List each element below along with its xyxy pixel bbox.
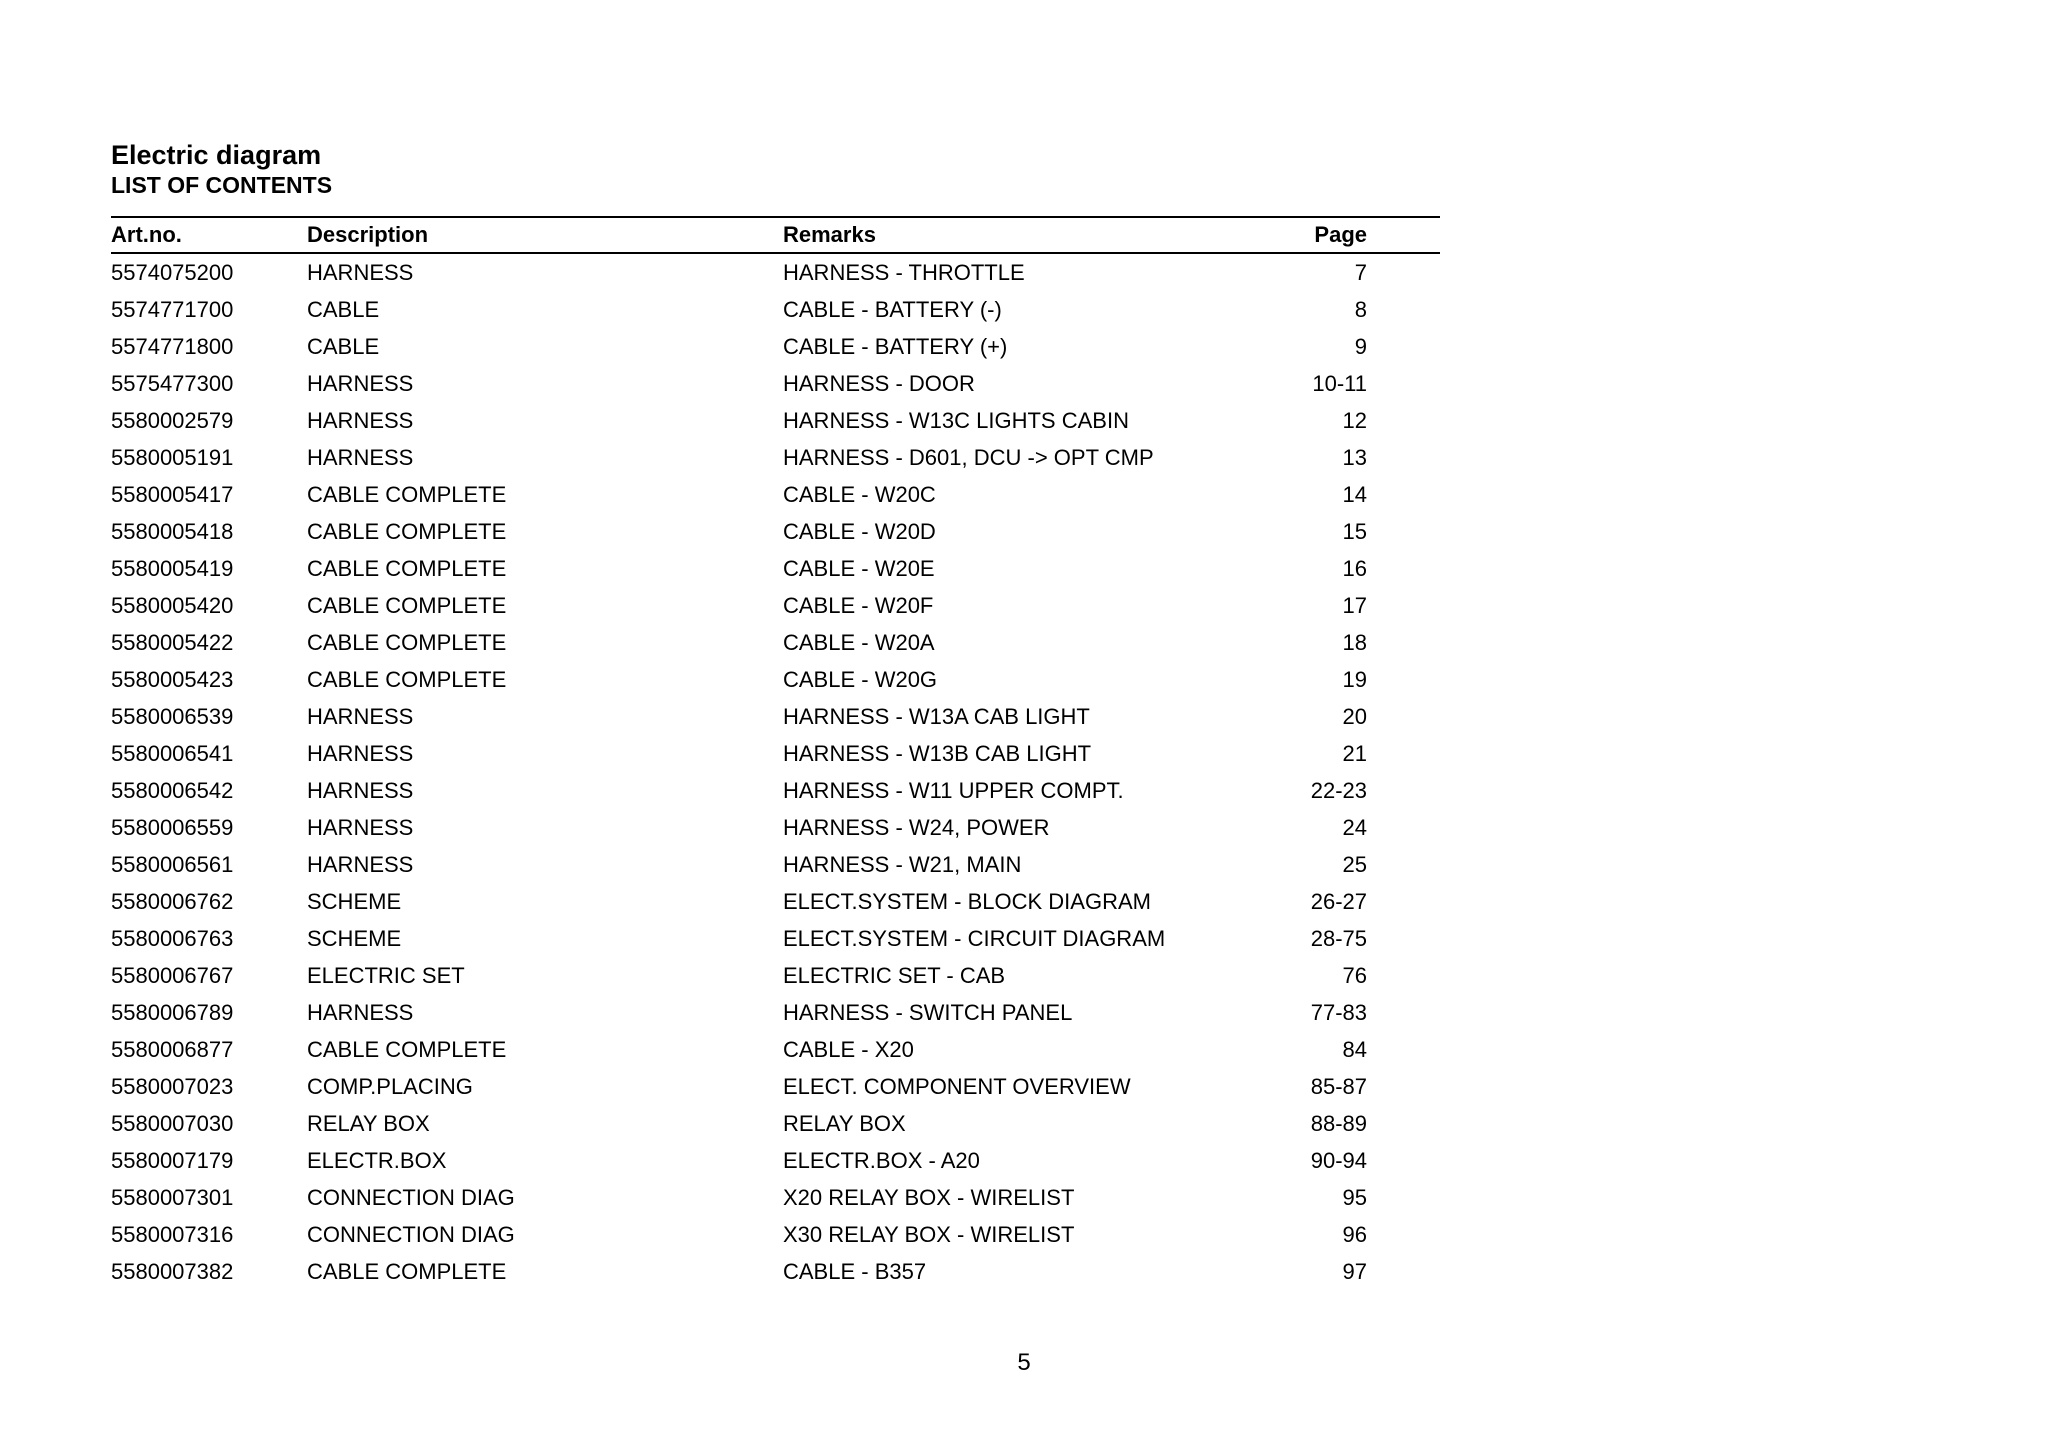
cell-page: 22-23: [1310, 778, 1367, 803]
cell-art-no: 5580005191: [111, 445, 234, 470]
cell-remarks: CABLE - W20C: [783, 482, 936, 507]
cell-page: 7: [1354, 260, 1367, 285]
page-subtitle: LIST OF CONTENTS: [111, 172, 333, 198]
cell-art-no: 5574771800: [111, 334, 234, 359]
cell-art-no: 5580007030: [111, 1111, 234, 1136]
table-body: [111, 254, 1440, 1290]
cell-remarks: ELECT. COMPONENT OVERVIEW: [783, 1074, 1131, 1099]
table-row: [111, 513, 1440, 550]
cell-remarks: CABLE - W20D: [783, 519, 936, 544]
header-page: Page: [1314, 222, 1367, 247]
cell-remarks: HARNESS - W13B CAB LIGHT: [783, 741, 1092, 766]
cell-page: 26-27: [1310, 889, 1367, 914]
cell-remarks: CABLE - B357: [783, 1259, 927, 1284]
table-header-row: [111, 218, 1440, 252]
cell-art-no: 5580006541: [111, 741, 234, 766]
cell-remarks: HARNESS - W13C LIGHTS CABIN: [783, 408, 1129, 433]
cell-remarks: HARNESS - SWITCH PANEL: [783, 1000, 1073, 1025]
cell-page: 16: [1342, 556, 1367, 581]
cell-description: HARNESS: [307, 704, 414, 729]
cell-art-no: 5580006763: [111, 926, 234, 951]
cell-page: 96: [1342, 1222, 1367, 1247]
table-row: [111, 1142, 1440, 1179]
table-row: [111, 772, 1440, 809]
cell-page: 97: [1342, 1259, 1367, 1284]
header-description: Description: [307, 222, 429, 247]
table-row: [111, 661, 1440, 698]
cell-description: HARNESS: [307, 741, 414, 766]
table-row: [111, 920, 1440, 957]
cell-page: 14: [1342, 482, 1367, 507]
cell-description: CABLE COMPLETE: [307, 482, 507, 507]
cell-art-no: 5580006539: [111, 704, 234, 729]
cell-page: 25: [1342, 852, 1367, 877]
cell-art-no: 5580002579: [111, 408, 234, 433]
contents-table: [111, 216, 1440, 1290]
cell-description: SCHEME: [307, 926, 402, 951]
cell-remarks: HARNESS - W24, POWER: [783, 815, 1050, 840]
cell-description: CABLE COMPLETE: [307, 1259, 507, 1284]
cell-description: ELECTRIC SET: [307, 963, 465, 988]
cell-page: 9: [1354, 334, 1367, 359]
cell-remarks: RELAY BOX: [783, 1111, 906, 1136]
cell-description: CABLE: [307, 334, 380, 359]
cell-art-no: 5574771700: [111, 297, 234, 322]
cell-page: 77-83: [1310, 1000, 1367, 1025]
cell-remarks: HARNESS - W13A CAB LIGHT: [783, 704, 1090, 729]
cell-remarks: ELECTR.BOX - A20: [783, 1148, 980, 1173]
table-row: [111, 328, 1440, 365]
cell-remarks: ELECT.SYSTEM - CIRCUIT DIAGRAM: [783, 926, 1166, 951]
cell-page: 19: [1342, 667, 1367, 692]
header-art-no: Art.no.: [111, 222, 182, 247]
table-row: [111, 735, 1440, 772]
cell-remarks: CABLE - X20: [783, 1037, 914, 1062]
cell-remarks: HARNESS - W11 UPPER COMPT.: [783, 778, 1124, 803]
table-row: [111, 883, 1440, 920]
table-row: [111, 994, 1440, 1031]
cell-remarks: HARNESS - D601, DCU -> OPT CMP: [783, 445, 1154, 470]
cell-description: CABLE COMPLETE: [307, 593, 507, 618]
cell-description: HARNESS: [307, 815, 414, 840]
cell-page: 76: [1342, 963, 1367, 988]
table-row: [111, 291, 1440, 328]
cell-description: CONNECTION DIAG: [307, 1222, 515, 1247]
cell-page: 17: [1342, 593, 1367, 618]
cell-page: 28-75: [1310, 926, 1367, 951]
cell-description: ELECTR.BOX: [307, 1148, 447, 1173]
cell-art-no: 5575477300: [111, 371, 234, 396]
cell-art-no: 5580007382: [111, 1259, 234, 1284]
cell-remarks: HARNESS - DOOR: [783, 371, 975, 396]
cell-art-no: 5580006789: [111, 1000, 234, 1025]
table-row: [111, 809, 1440, 846]
cell-description: HARNESS: [307, 371, 414, 396]
table-row: [111, 402, 1440, 439]
table-row: [111, 254, 1440, 291]
table-row: [111, 439, 1440, 476]
cell-art-no: 5580005423: [111, 667, 234, 692]
cell-description: HARNESS: [307, 778, 414, 803]
page-number: 5: [1017, 1349, 1031, 1376]
table-row: [111, 846, 1440, 883]
cell-page: 10-11: [1312, 371, 1367, 396]
cell-page: 24: [1342, 815, 1367, 840]
page-title: Electric diagram: [111, 140, 322, 170]
cell-art-no: 5580006542: [111, 778, 234, 803]
cell-art-no: 5580007179: [111, 1148, 234, 1173]
cell-description: CABLE COMPLETE: [307, 630, 507, 655]
cell-remarks: X30 RELAY BOX - WIRELIST: [783, 1222, 1075, 1247]
cell-description: RELAY BOX: [307, 1111, 430, 1136]
cell-art-no: 5580006877: [111, 1037, 234, 1062]
cell-page: 21: [1342, 741, 1367, 766]
cell-remarks: CABLE - W20E: [783, 556, 935, 581]
table-row: [111, 957, 1440, 994]
cell-description: CABLE COMPLETE: [307, 556, 507, 581]
table-row: [111, 1253, 1440, 1290]
cell-page: 18: [1342, 630, 1367, 655]
cell-art-no: 5580006762: [111, 889, 234, 914]
cell-art-no: 5580007301: [111, 1185, 234, 1210]
table-row: [111, 698, 1440, 735]
cell-art-no: 5574075200: [111, 260, 234, 285]
cell-page: 20: [1342, 704, 1367, 729]
cell-description: HARNESS: [307, 260, 414, 285]
cell-art-no: 5580005422: [111, 630, 234, 655]
cell-page: 15: [1342, 519, 1367, 544]
cell-page: 88-89: [1310, 1111, 1367, 1136]
cell-description: HARNESS: [307, 445, 414, 470]
cell-description: HARNESS: [307, 1000, 414, 1025]
cell-remarks: CABLE - BATTERY (+): [783, 334, 1008, 359]
cell-remarks: CABLE - W20A: [783, 630, 935, 655]
cell-remarks: CABLE - W20F: [783, 593, 934, 618]
table-row: [111, 476, 1440, 513]
cell-remarks: HARNESS - THROTTLE: [783, 260, 1025, 285]
cell-description: COMP.PLACING: [307, 1074, 473, 1099]
table-row: [111, 1179, 1440, 1216]
cell-description: CABLE COMPLETE: [307, 667, 507, 692]
cell-description: CONNECTION DIAG: [307, 1185, 515, 1210]
cell-remarks: HARNESS - W21, MAIN: [783, 852, 1022, 877]
cell-art-no: 5580005420: [111, 593, 234, 618]
table-row: [111, 550, 1440, 587]
cell-remarks: ELECT.SYSTEM - BLOCK DIAGRAM: [783, 889, 1151, 914]
cell-art-no: 5580005418: [111, 519, 234, 544]
table-row: [111, 587, 1440, 624]
table-row: [111, 1216, 1440, 1253]
cell-page: 13: [1342, 445, 1367, 470]
cell-art-no: 5580007023: [111, 1074, 234, 1099]
cell-description: HARNESS: [307, 408, 414, 433]
cell-remarks: CABLE - W20G: [783, 667, 938, 692]
cell-page: 95: [1342, 1185, 1367, 1210]
cell-description: CABLE: [307, 297, 380, 322]
cell-remarks: ELECTRIC SET - CAB: [783, 963, 1006, 988]
table-row: [111, 1068, 1440, 1105]
cell-art-no: 5580005419: [111, 556, 234, 581]
cell-remarks: X20 RELAY BOX - WIRELIST: [783, 1185, 1075, 1210]
cell-page: 85-87: [1310, 1074, 1367, 1099]
cell-description: CABLE COMPLETE: [307, 1037, 507, 1062]
cell-description: CABLE COMPLETE: [307, 519, 507, 544]
table-row: [111, 624, 1440, 661]
table-row: [111, 1031, 1440, 1068]
cell-page: 90-94: [1310, 1148, 1367, 1173]
cell-art-no: 5580007316: [111, 1222, 234, 1247]
table-row: [111, 1105, 1440, 1142]
cell-art-no: 5580005417: [111, 482, 234, 507]
header-remarks: Remarks: [783, 222, 876, 247]
table-row: [111, 365, 1440, 402]
cell-description: SCHEME: [307, 889, 402, 914]
cell-page: 8: [1354, 297, 1367, 322]
cell-page: 12: [1342, 408, 1367, 433]
cell-description: HARNESS: [307, 852, 414, 877]
cell-remarks: CABLE - BATTERY (-): [783, 297, 1002, 322]
cell-page: 84: [1342, 1037, 1367, 1062]
cell-art-no: 5580006559: [111, 815, 234, 840]
cell-art-no: 5580006561: [111, 852, 234, 877]
cell-art-no: 5580006767: [111, 963, 234, 988]
